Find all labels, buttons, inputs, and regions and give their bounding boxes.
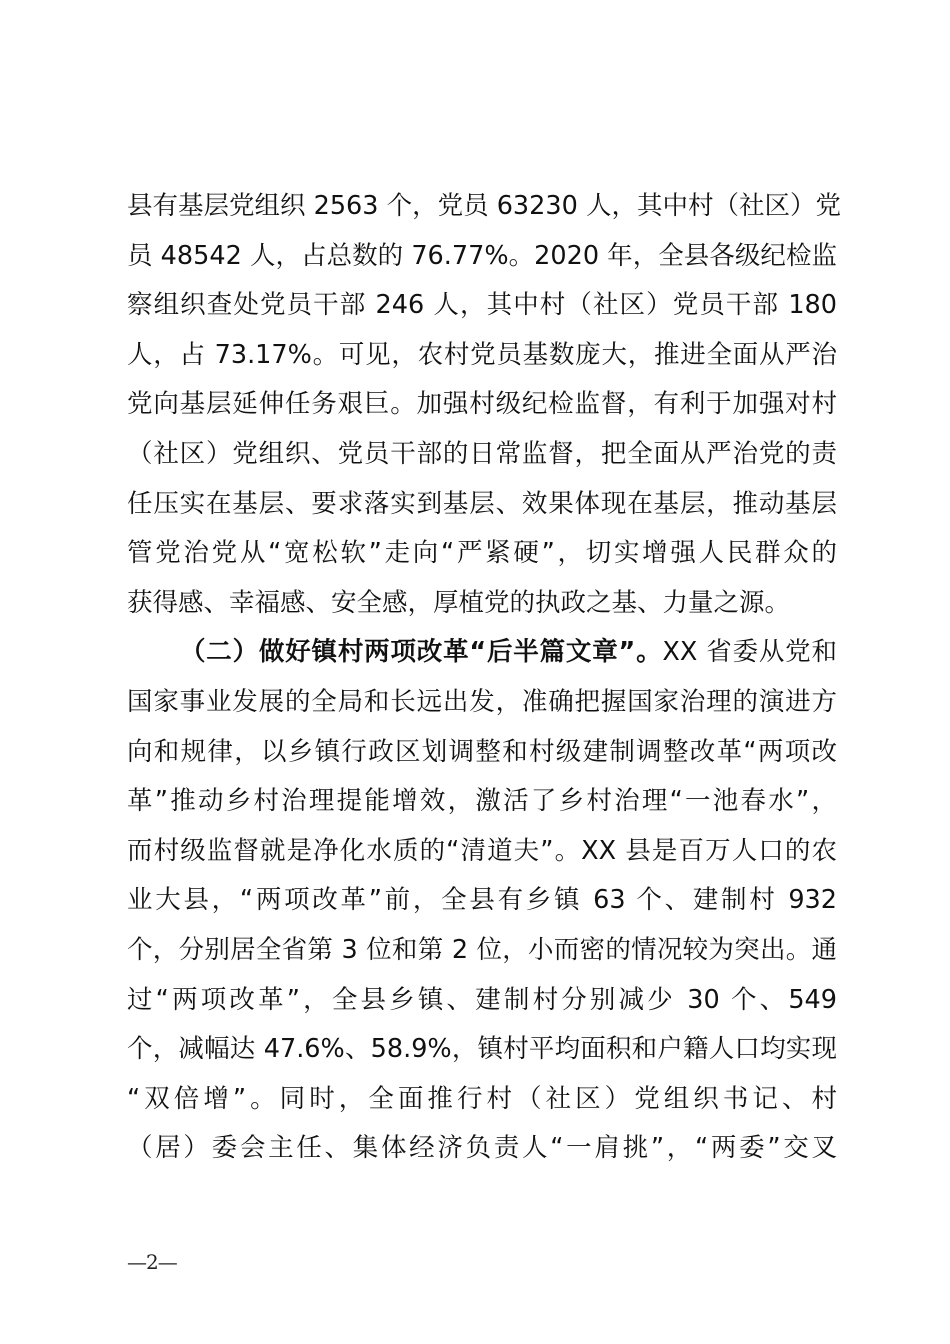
paragraph-1-line-3: 察组织查处党员干部 246 人，其中村（社区）党员干部 180: [127, 290, 837, 321]
paragraph-2-line-5: 而村级监督就是净化水质的“清道夫”。XX 县是百万人口的农: [127, 835, 837, 866]
page-number: —2—: [127, 1250, 177, 1274]
section-heading: （二）做好镇村两项改革“后半篇文章”。: [180, 637, 663, 668]
document-body: [127, 182, 841, 1174]
paragraph-2-line-10: “双倍增”。同时，全面推行村（社区）党组织书记、村: [127, 1083, 837, 1114]
paragraph-2-line-7: 个，分别居全省第 3 位和第 2 位，小而密的情况较为突出。通: [127, 934, 837, 965]
paragraph-2-line-6: 业大县，“两项改革”前，全县有乡镇 63 个、建制村 932: [127, 885, 837, 916]
paragraph-2-line-11: （居）委会主任、集体经济负责人“一肩挑”，“两委”交叉: [127, 1133, 837, 1164]
paragraph-1-line-4: 人，占 73.17%。可见，农村党员基数庞大，推进全面从严治: [127, 339, 837, 370]
paragraph-1-line-6: （社区）党组织、党员干部的日常监督，把全面从严治党的责: [127, 438, 837, 469]
paragraph-1-line-2: 员 48542 人，占总数的 76.77%。2020 年，全县各级纪检监: [127, 240, 837, 271]
paragraph-2-line-4: 革”推动乡村治理提能增效，激活了乡村治理“一池春水”，: [127, 786, 837, 817]
paragraph-2-line-8: 过“两项改革”，全县乡镇、建制村分别减少 30 个、549: [127, 984, 837, 1015]
paragraph-1-line-1: 县有基层党组织 2563 个，党员 63230 人，其中村（社区）党: [127, 191, 841, 221]
paragraph-1-line-7: 任压实在基层、要求落实到基层、效果体现在基层，推动基层: [127, 488, 837, 519]
paragraph-2-line-9: 个，减幅达 47.6%、58.9%，镇村平均面积和户籍人口均实现: [127, 1034, 837, 1065]
paragraph-2-line-2: 国家事业发展的全局和长远出发，准确把握国家治理的演进方: [127, 686, 837, 717]
paragraph-2-line-3: 向和规律，以乡镇行政区划调整和村级建制调整改革“两项改: [127, 736, 837, 767]
paragraph-1-line-9: 获得感、幸福感、安全感，厚植党的执政之基、力量之源。: [127, 587, 791, 618]
paragraph-1-line-8: 管党治党从“宽松软”走向“严紧硬”，切实增强人民群众的: [127, 538, 837, 569]
paragraph-2-first-line-text: XX 省委从党和: [662, 637, 837, 668]
paragraph-2-first-line: [127, 628, 837, 678]
paragraph-1-line-5: 党向基层延伸任务艰巨。加强村级纪检监督，有利于加强对村: [127, 389, 837, 420]
